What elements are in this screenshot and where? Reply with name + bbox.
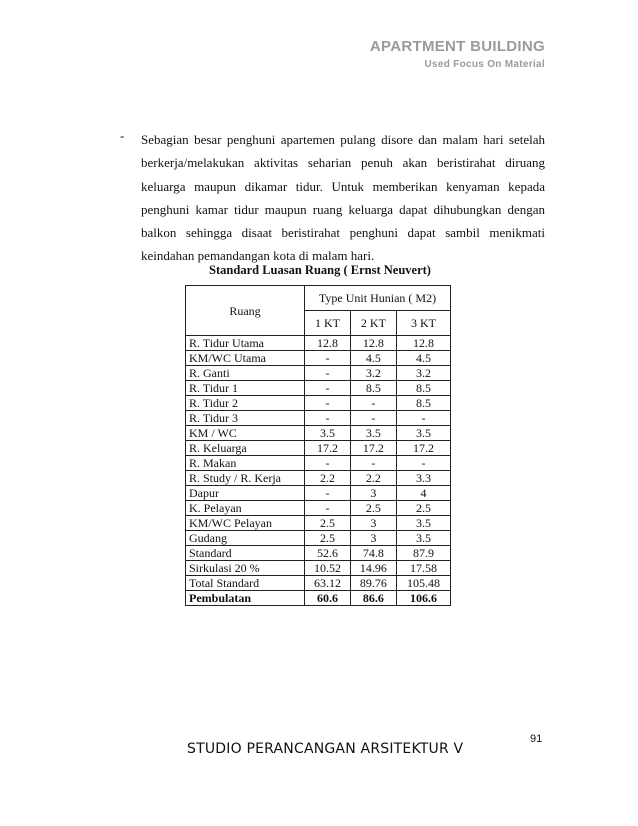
- body-paragraph: Sebagian besar penghuni apartemen pulang disore dan malam hari setelah berkerja/melakukan aktivitas seharian penuh akan beristirahat diruang keluarga maupun dikamar tidur. Untuk memberikan kenyaman kepada penghuni kamar tidur maupun ruang keluarga dapat dihubungkan dengan balkon sehingga disaat beristirahat penghuni dapat sambil menikmati keindahan pemandangan kota di malam hari.: [141, 132, 545, 264]
- row-value: 17.2: [396, 441, 450, 456]
- row-label: R. Makan: [186, 456, 305, 471]
- row-value: 3.2: [396, 366, 450, 381]
- row-value: 2.5: [396, 501, 450, 516]
- table-row: [186, 501, 451, 516]
- table-row: [186, 471, 451, 486]
- table-row: [186, 516, 451, 531]
- row-value: 3.3: [396, 471, 450, 486]
- row-value: -: [305, 501, 351, 516]
- row-value: -: [396, 456, 450, 471]
- row-value: 8.5: [396, 381, 450, 396]
- row-value: 14.96: [350, 561, 396, 576]
- row-value: 17.2: [305, 441, 351, 456]
- row-value: 2.2: [350, 471, 396, 486]
- bullet-marker: -: [120, 128, 125, 143]
- row-value: 105.48: [396, 576, 450, 591]
- row-value: 3.5: [350, 426, 396, 441]
- row-value: -: [350, 396, 396, 411]
- table-body: [186, 336, 451, 606]
- table-row: [186, 561, 451, 576]
- column-header: 1 KT: [305, 311, 351, 336]
- table-row: [186, 456, 451, 471]
- row-value: -: [305, 396, 351, 411]
- table-row: [186, 381, 451, 396]
- row-label: Standard: [186, 546, 305, 561]
- row-value: -: [305, 381, 351, 396]
- row-value: 3.5: [396, 531, 450, 546]
- row-label: R. Keluarga: [186, 441, 305, 456]
- row-value: 89.76: [350, 576, 396, 591]
- row-value: -: [305, 411, 351, 426]
- row-value: 3.5: [305, 426, 351, 441]
- row-value: 8.5: [350, 381, 396, 396]
- row-label: KM / WC: [186, 426, 305, 441]
- row-value: -: [305, 351, 351, 366]
- column-header: 3 KT: [396, 311, 450, 336]
- row-label: R. Tidur Utama: [186, 336, 305, 351]
- table-row: [186, 441, 451, 456]
- footer-text: STUDIO PERANCANGAN ARSITEKTUR V: [187, 741, 464, 757]
- table-row: [186, 351, 451, 366]
- row-value: -: [396, 411, 450, 426]
- row-label: KM/WC Pelayan: [186, 516, 305, 531]
- table-row: [186, 591, 451, 606]
- row-value: 2.5: [305, 516, 351, 531]
- row-value: 3.5: [396, 426, 450, 441]
- table-row: [186, 411, 451, 426]
- row-label: Dapur: [186, 486, 305, 501]
- row-label: R. Ganti: [186, 366, 305, 381]
- row-value: -: [305, 366, 351, 381]
- row-value: 3.5: [396, 516, 450, 531]
- row-label: K. Pelayan: [186, 501, 305, 516]
- row-value: 2.5: [305, 531, 351, 546]
- row-value: 2.2: [305, 471, 351, 486]
- table-row: [186, 426, 451, 441]
- row-value: 17.58: [396, 561, 450, 576]
- row-label: R. Tidur 1: [186, 381, 305, 396]
- row-value: 12.8: [305, 336, 351, 351]
- table-row: [186, 396, 451, 411]
- standard-area-table: [185, 285, 451, 606]
- column-header: 2 KT: [350, 311, 396, 336]
- row-label: Gudang: [186, 531, 305, 546]
- header-type-unit: Type Unit Hunian ( M2): [305, 286, 451, 311]
- row-value: 86.6: [350, 591, 396, 606]
- table-row: [186, 336, 451, 351]
- table-row: [186, 366, 451, 381]
- row-label: Sirkulasi 20 %: [186, 561, 305, 576]
- row-value: 3: [350, 516, 396, 531]
- row-value: 87.9: [396, 546, 450, 561]
- row-value: 60.6: [305, 591, 351, 606]
- table-row: [186, 546, 451, 561]
- row-value: 12.8: [350, 336, 396, 351]
- row-label: Total Standard: [186, 576, 305, 591]
- row-value: 63.12: [305, 576, 351, 591]
- row-value: -: [350, 456, 396, 471]
- row-value: 4.5: [396, 351, 450, 366]
- row-value: 52.6: [305, 546, 351, 561]
- row-label: R. Tidur 3: [186, 411, 305, 426]
- header-ruang: Ruang: [186, 286, 305, 336]
- row-value: 4.5: [350, 351, 396, 366]
- header-subtitle: Used Focus On Material: [424, 59, 545, 70]
- row-label: R. Tidur 2: [186, 396, 305, 411]
- row-label: Pembulatan: [186, 591, 305, 606]
- row-value: 10.52: [305, 561, 351, 576]
- table-title: Standard Luasan Ruang ( Ernst Neuvert): [209, 263, 431, 277]
- row-value: -: [305, 456, 351, 471]
- table-row: [186, 486, 451, 501]
- row-label: R. Study / R. Kerja: [186, 471, 305, 486]
- row-value: 12.8: [396, 336, 450, 351]
- row-value: -: [305, 486, 351, 501]
- row-value: 3: [350, 531, 396, 546]
- row-value: 3.2: [350, 366, 396, 381]
- table-row: [186, 531, 451, 546]
- row-value: 4: [396, 486, 450, 501]
- row-value: -: [350, 411, 396, 426]
- table-row: [186, 576, 451, 591]
- row-value: 17.2: [350, 441, 396, 456]
- row-value: 2.5: [350, 501, 396, 516]
- page-number: 91: [530, 733, 543, 745]
- header-title: APARTMENT BUILDING: [369, 38, 545, 55]
- row-value: 8.5: [396, 396, 450, 411]
- row-value: 3: [350, 486, 396, 501]
- row-value: 106.6: [396, 591, 450, 606]
- row-label: KM/WC Utama: [186, 351, 305, 366]
- row-value: 74.8: [350, 546, 396, 561]
